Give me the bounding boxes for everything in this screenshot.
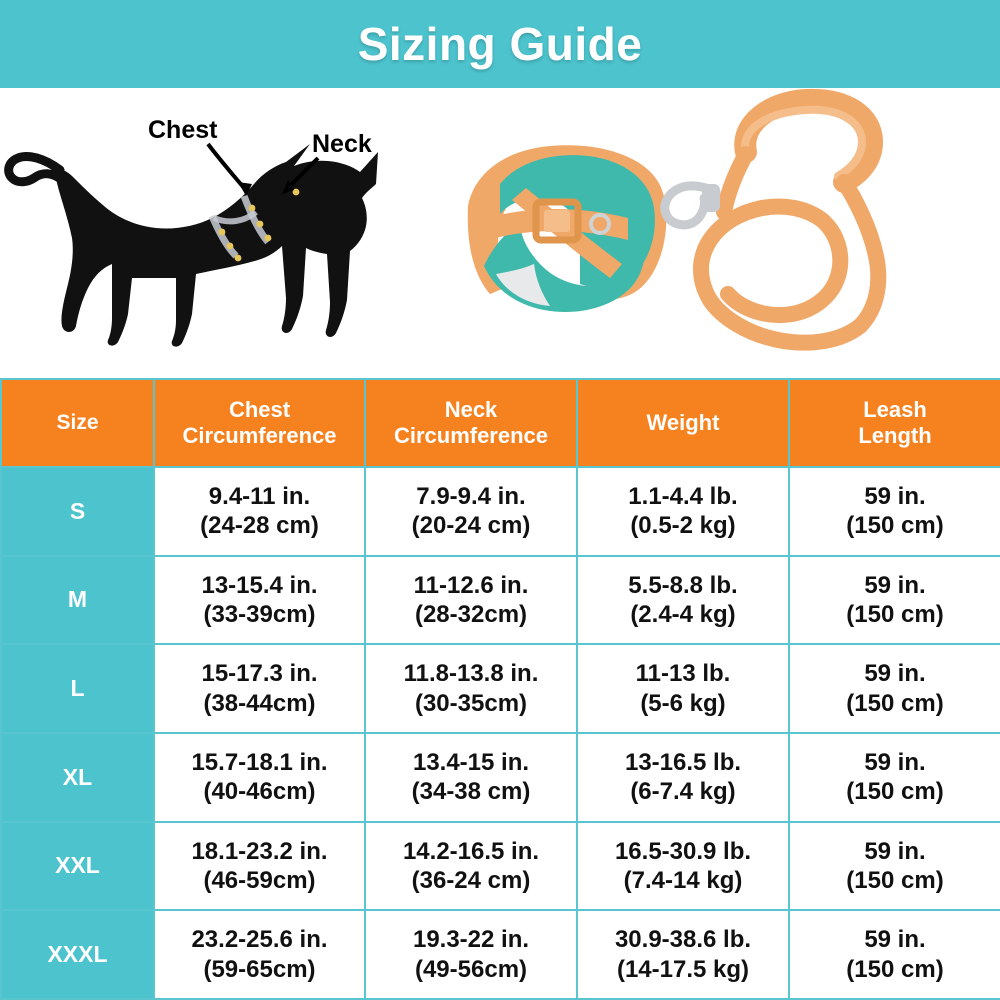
column-header-chest [154, 379, 365, 467]
neck-label: Neck [312, 130, 372, 158]
header-banner [0, 0, 1000, 88]
chest-cm: (33-39cm) [203, 600, 316, 628]
neck-in: 19.3-22 in. [412, 926, 530, 954]
neck-in: 11.8-13.8 in. [403, 660, 539, 688]
chest-cm: (59-65cm) [203, 955, 316, 983]
leash-cm: (150 cm) [846, 955, 944, 983]
size-cell: L [1, 644, 154, 733]
leash-in: 59 in. [864, 571, 926, 599]
neck-cm: (34-38 cm) [411, 778, 531, 806]
sizing-table-wrap [0, 378, 1000, 1000]
leash-cell [789, 556, 1000, 645]
chest-cell [154, 556, 365, 645]
weight-lb: 30.9-38.6 lb. [614, 926, 752, 954]
chest-cell [154, 822, 365, 911]
column-header-leash-line1: Leash [863, 397, 927, 423]
neck-cell [365, 822, 577, 911]
leash-cm: (150 cm) [846, 600, 944, 628]
weight-cell [577, 556, 789, 645]
weight-cell [577, 822, 789, 911]
leash-in: 59 in. [864, 749, 926, 777]
neck-cell [365, 467, 577, 556]
page-title: Sizing Guide [357, 18, 643, 70]
column-header-weight: Weight [577, 379, 789, 467]
chest-cell [154, 467, 365, 556]
cat-silhouette-icon [0, 88, 440, 378]
neck-cell [365, 733, 577, 822]
neck-cm: (49-56cm) [414, 955, 528, 983]
neck-cell [365, 644, 577, 733]
column-header-neck [365, 379, 577, 467]
leash-in: 59 in. [864, 837, 926, 865]
leash-cell [789, 733, 1000, 822]
chest-in: 15.7-18.1 in. [191, 749, 328, 777]
column-header-size: Size [1, 379, 154, 467]
size-cell: S [1, 467, 154, 556]
weight-cell [577, 733, 789, 822]
neck-cell [365, 910, 577, 999]
size-cell: XXL [1, 822, 154, 911]
harness-and-leash-icon [440, 88, 1000, 378]
table-row [1, 733, 1000, 822]
neck-cm: (28-32cm) [414, 600, 528, 628]
leash-cm: (150 cm) [846, 689, 944, 717]
leash-cell [789, 467, 1000, 556]
sizing-table [0, 378, 1000, 1000]
leash-cell [789, 644, 1000, 733]
leash-in: 59 in. [864, 483, 926, 511]
column-header-leash [789, 379, 1000, 467]
column-header-neck-line1: Neck [444, 397, 498, 423]
leash-cell [789, 822, 1000, 911]
neck-cm: (30-35cm) [414, 689, 528, 717]
illustration-band [0, 88, 1000, 378]
column-header-chest-line2: Circumference [182, 423, 337, 448]
table-row [1, 467, 1000, 556]
neck-cell [365, 556, 577, 645]
leash-in: 59 in. [864, 926, 926, 954]
chest-label: Chest [148, 116, 218, 144]
weight-lb: 5.5-8.8 lb. [628, 571, 738, 599]
leash-cell [789, 910, 1000, 999]
chest-in: 18.1-23.2 in. [191, 837, 328, 865]
weight-kg: (2.4-4 kg) [630, 600, 736, 628]
leash-cm: (150 cm) [846, 866, 944, 894]
chest-cell [154, 644, 365, 733]
weight-lb: 13-16.5 lb. [624, 749, 742, 777]
neck-in: 13.4-15 in. [412, 749, 530, 777]
chest-cm: (40-46cm) [203, 778, 316, 806]
leash-cm: (150 cm) [846, 778, 944, 806]
weight-lb: 1.1-4.4 lb. [628, 483, 738, 511]
harness-icon [468, 145, 667, 312]
neck-in: 11-12.6 in. [413, 571, 529, 599]
column-header-chest-line1: Chest [228, 397, 291, 423]
chest-cm: (24-28 cm) [200, 512, 319, 540]
leash-cm: (150 cm) [846, 512, 944, 540]
chest-in: 9.4-11 in. [208, 483, 311, 511]
weight-kg: (0.5-2 kg) [630, 512, 736, 540]
weight-cell [577, 644, 789, 733]
product-photos [440, 88, 1000, 378]
weight-cell [577, 467, 789, 556]
cat-diagram [0, 88, 440, 378]
neck-in: 7.9-9.4 in. [416, 483, 526, 511]
chest-in: 15-17.3 in. [201, 660, 318, 688]
column-header-leash-line2: Length [858, 423, 932, 448]
size-cell: XXXL [1, 910, 154, 999]
weight-kg: (14-17.5 kg) [616, 955, 750, 983]
table-header-row [1, 379, 1000, 467]
weight-kg: (6-7.4 kg) [630, 778, 736, 806]
weight-kg: (7.4-14 kg) [623, 866, 743, 894]
weight-lb: 11-13 lb. [635, 660, 731, 688]
neck-cm: (20-24 cm) [411, 512, 531, 540]
leash-icon [665, 100, 879, 343]
chest-in: 13-15.4 in. [201, 571, 318, 599]
weight-cell [577, 910, 789, 999]
size-cell: XL [1, 733, 154, 822]
table-row [1, 910, 1000, 999]
leash-in: 59 in. [864, 660, 926, 688]
weight-lb: 16.5-30.9 lb. [614, 837, 752, 865]
weight-kg: (5-6 kg) [640, 689, 726, 717]
column-header-neck-line2: Circumference [393, 423, 549, 448]
table-row [1, 556, 1000, 645]
chest-cm: (46-59cm) [203, 866, 316, 894]
chest-cell [154, 733, 365, 822]
chest-cm: (38-44cm) [203, 689, 316, 717]
chest-in: 23.2-25.6 in. [191, 926, 328, 954]
size-cell: M [1, 556, 154, 645]
neck-in: 14.2-16.5 in. [402, 837, 540, 865]
neck-cm: (36-24 cm) [411, 866, 531, 894]
table-row [1, 822, 1000, 911]
table-row [1, 644, 1000, 733]
chest-cell [154, 910, 365, 999]
